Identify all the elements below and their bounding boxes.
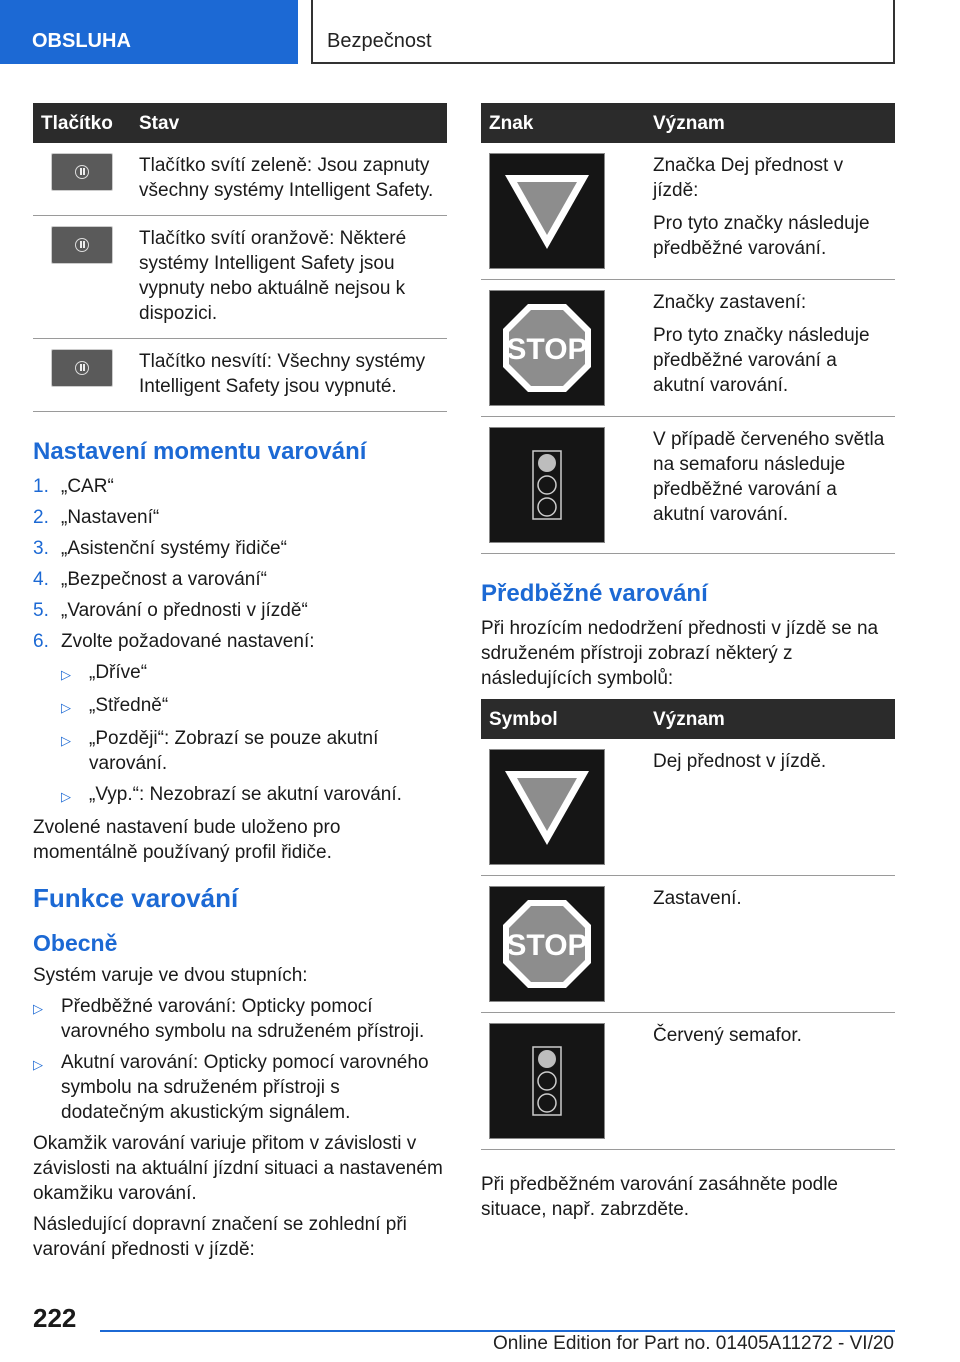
traffic-light-icon [489,427,605,543]
table-cell: Tlačítko svítí zeleně: Jsou zapnuty všechny systémy Intelligent Safety. [131,143,447,216]
footer-divider [100,1330,895,1332]
stop-sign-icon [489,886,605,1002]
bullet-triangle-icon: ▷ [61,733,71,748]
options-list [61,660,447,809]
button-state-table [33,103,447,412]
table-cell: V případě červeného světla na semaforu následuje předběžné varování a akutní varování. [645,417,895,554]
section-heading: Nastavení momentu varování [33,438,367,465]
list-item: 3. „Asistenční systémy řidiče“ [33,538,287,559]
section-heading: Funkce varování [33,883,239,913]
table-row [33,339,447,412]
list-item: 6. Zvolte požadované nastavení: [33,631,315,652]
bullet-triangle-icon: ▷ [61,700,71,715]
table-cell: Zastavení. [645,876,895,1013]
table-row [481,1013,895,1150]
table-header: Symbol [481,699,645,739]
list-item: ▷ „Dříve“ [61,660,447,687]
table-cell: Tlačítko svítí oranžově: Některé systémy Intelligent Safety jsou vypnuty nebo aktuálně nejsou k dispozici. [131,216,447,339]
warning-levels-list [33,994,447,1125]
list-item: 5. „Varování o přednosti v jízdě“ [33,600,308,621]
table-cell: Červený semafor. [645,1013,895,1150]
body-text: Systém varuje ve dvou stupních: [33,965,308,986]
table-cell: Tlačítko nesvítí: Všechny systémy Intelligent Safety jsou vypnuté. [131,339,447,412]
list-item: ▷ Akutní varování: Opticky pomocí varovného symbolu na sdruženém přístroji s dodatečným akustickým signálem. [33,1052,429,1123]
table-header: Stav [131,103,447,143]
list-item: 2. „Nastavení“ [33,507,160,528]
list-item: ▷ „Později“: Zobrazí se pouze akutní varování. [61,728,379,774]
table-header: Tlačítko [33,103,131,143]
page-title: Bezpečnost [311,0,895,64]
yield-sign-icon [489,749,605,865]
bullet-triangle-icon: ▷ [33,1057,43,1072]
signs-table [481,103,895,554]
body-text: Okamžik varování variuje přitom v závislosti v závislosti na aktuální jízdní situaci a nastaveném okamžiku varování. [33,1133,443,1204]
safety-button-icon [51,226,113,264]
svg-text:STOP: STOP [506,333,588,366]
left-column [33,103,447,1268]
safety-button-icon [51,153,113,191]
table-cell: Značky zastavení: Pro tyto značky následuje předběžné varování a akutní varování. [645,280,895,417]
table-cell: Značka Dej přednost v jízdě: Pro tyto značky následuje předběžné varování. [645,143,895,280]
bullet-triangle-icon: ▷ [33,1001,43,1016]
table-row [481,417,895,554]
body-text: Při hrozícím nedodržení přednosti v jízdě se na sdruženém přístroji zobrazí některý z následujících symbolů: [481,618,879,689]
body-text: Při předběžném varování zasáhněte podle situace, např. zabrzděte. [481,1174,839,1220]
steps-list [33,474,447,654]
traffic-light-icon [489,1023,605,1139]
table-row [481,876,895,1013]
page-number: 222 [33,1303,77,1333]
table-header: Význam [645,103,895,143]
list-item: ▷ „Vyp.“: Nezobrazí se akutní varování. [61,782,447,809]
table-row [33,143,447,216]
section-tab: OBSLUHA [0,0,298,64]
list-item: ▷ Předběžné varování: Opticky pomocí varovného symbolu na sdruženém přístroji. [33,996,425,1042]
list-item: ▷ „Středně“ [61,693,447,720]
right-column [481,103,895,1228]
list-item: 4. „Bezpečnost a varování“ [33,569,267,590]
table-cell: Dej přednost v jízdě. [645,739,895,876]
yield-sign-icon [489,153,605,269]
table-header: Význam [645,699,895,739]
table-row [481,280,895,417]
bullet-triangle-icon: ▷ [61,789,71,804]
list-item: 1. „CAR“ [33,476,114,497]
body-text: Následující dopravní značení se zohlední při varování přednosti v jízdě: [33,1214,407,1260]
table-row [33,216,447,339]
subsection-heading: Obecně [33,930,118,956]
table-header: Znak [481,103,645,143]
edition-text: Online Edition for Part no. 01405A11272 - VI/20 [492,1333,894,1354]
svg-text:STOP: STOP [506,929,588,962]
table-row [481,143,895,280]
bullet-triangle-icon: ▷ [61,667,71,682]
symbols-table [481,699,895,1150]
stop-sign-icon [489,290,605,406]
note-text: Zvolené nastavení bude uloženo pro momentálně používaný profil řidiče. [33,817,341,863]
safety-button-icon [51,349,113,387]
table-row [481,739,895,876]
section-heading: Předběžné varování [481,580,708,607]
